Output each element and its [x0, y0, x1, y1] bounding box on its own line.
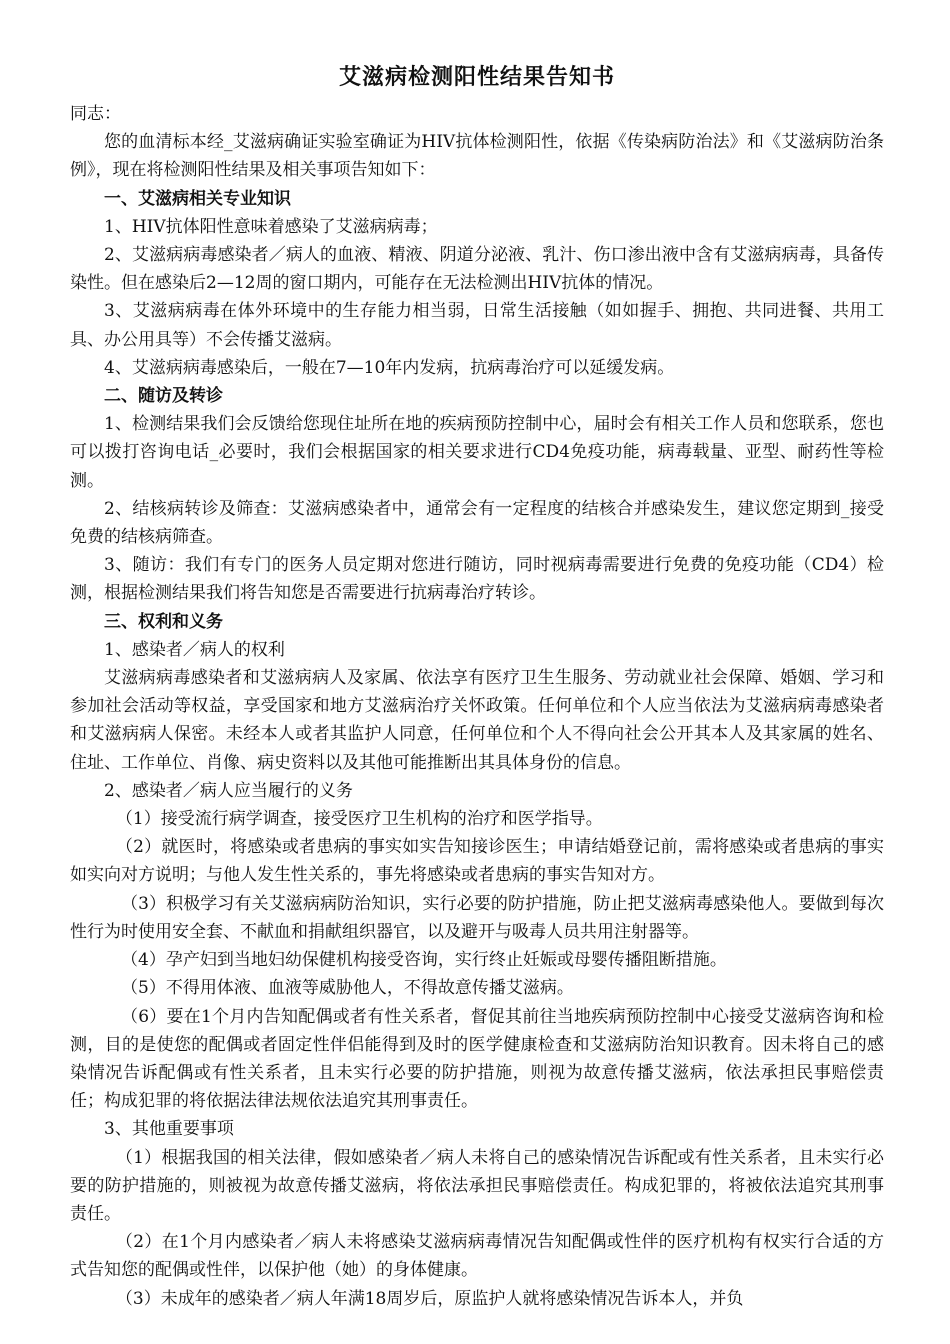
other-matter-item: （3）未成年的感染者／病人年满18周岁后，原监护人就将感染情况告诉本人，并负 [115, 1288, 744, 1309]
duty-item: （4）孕产妇到当地妇幼保健机构接受咨询，实行终止妊娠或母婴传播阻断措施。 [121, 950, 727, 971]
duty-item: （2）就医时，将感染或者患病的事实如实告知接诊医生；申请结婚登记前，需将感染或者患病的事实如实向对方说明；与他人发生性关系的，事先将感染或者患病的事实告知对方。 [70, 837, 884, 886]
section-2-heading: 二、随访及转诊 [104, 386, 223, 407]
duty-item: （1）接受流行病学调查，接受医疗卫生机构的治疗和医学指导。 [115, 809, 603, 830]
section-2-paragraph-1: 1、检测结果我们会反馈给您现住址所在地的疾病预防控制中心，届时会有相关工作人员和您联系，您也可以拨打咨询电话_必要时，我们会根据国家的相关要求进行CD4免疫功能，病毒载量、亚型、耐药性等检测。 [70, 414, 884, 491]
other-matter-item: （1）根据我国的相关法律，假如感染者／病人未将自己的感染情况告诉配或有性关系者，且未实行必要的防护措施的，则被视为故意传播艾滋病，将依法承担民事赔偿责任。构成犯罪的，将被依法追究其刑事责任。 [70, 1147, 884, 1224]
intro-paragraph: 您的血清标本经_艾滋病确证实验室确证为HIV抗体检测阳性，依据《传染病防治法》和《艾滋病防治条例》，现在将检测阳性结果及相关事项告知如下： [70, 132, 884, 181]
section-3-heading: 三、权利和义务 [104, 611, 223, 632]
section-1-paragraph-1: 1、HIV抗体阳性意味着感染了艾滋病病毒； [104, 216, 438, 237]
rights-heading: 1、感染者／病人的权利 [104, 639, 285, 660]
rights-paragraph: 艾滋病病毒感染者和艾滋病病人及家属、依法享有医疗卫生生服务、劳动就业社会保障、婚姻、学习和参加社会活动等权益，享受国家和地方艾滋病治疗关怀政策。任何单位和个人应当依法为艾滋病病毒感染者和艾滋病病人保密。未经本人或者其监护人同意，任何单位和个人不得向社会公开其本人及其家属的姓名、住址、工作单位、肖像、病史资料以及其他可能推断出其具体身份的信息。 [70, 668, 884, 773]
other-matter-item: （2）在1个月内感染者／病人未将感染艾滋病病毒情况告知配偶或性伴的医疗机构有权实行合适的方式告知您的配偶或性伴，以保护他（她）的身体健康。 [70, 1232, 884, 1281]
duty-item: （3）积极学习有关艾滋病病防治知识，实行必要的防护措施，防止把艾滋病毒感染他人。要做到每次性行为时使用安全套、不献血和捐献组织器官，以及避开与吸毒人员共用注射器等。 [70, 893, 884, 942]
other-matters-heading: 3、其他重要事项 [104, 1119, 234, 1140]
duty-item: （5）不得用体液、血液等威胁他人，不得故意传播艾滋病。 [121, 978, 574, 999]
duty-item: （6）要在1个月内告知配偶或者有性关系者，督促其前往当地疾病预防控制中心接受艾滋病咨询和检测，目的是使您的配偶或者固定性伴侣能得到及时的医学健康检查和艾滋病防治知识教育。因未将自己的感染情况告诉配偶或有性关系者，且未实行必要的防护措施，则视为故意传播艾滋病，依法承担民事赔偿责任；构成犯罪的将依据法律法规依法追究其刑事责任。 [70, 1006, 884, 1112]
duties-heading: 2、感染者／病人应当履行的义务 [104, 780, 353, 801]
section-1-heading: 一、艾滋病相关专业知识 [104, 188, 291, 209]
document-title: 艾滋病检测阳性结果告知书 [338, 64, 615, 90]
section-1-paragraph-2: 2、艾滋病病毒感染者／病人的血液、精液、阴道分泌液、乳汁、伤口渗出液中含有艾滋病病毒，具备传染性。但在感染后2—12周的窗口期内，可能存在无法检测出HIV抗体的情况。 [70, 245, 884, 294]
greeting: 同志： [70, 104, 121, 124]
section-2-paragraph-2: 2、结核病转诊及筛查：艾滋病感染者中，通常会有一定程度的结核合并感染发生，建议您定期到_接受免费的结核病筛查。 [70, 498, 884, 548]
section-1-paragraph-4: 4、艾滋病病毒感染后，一般在7—10年内发病，抗病毒治疗可以延缓发病。 [104, 357, 675, 378]
section-2-paragraph-3: 3、随访：我们有专门的医务人员定期对您进行随访，同时视病毒需要进行免费的免疫功能（CD4）检测，根据检测结果我们将告知您是否需要进行抗病毒治疗转诊。 [70, 555, 884, 604]
section-1-paragraph-3: 3、艾滋病病毒在体外环境中的生存能力相当弱，日常生活接触（如如握手、拥抱、共同进餐、共用工具、办公用具等）不会传播艾滋病。 [70, 301, 884, 350]
